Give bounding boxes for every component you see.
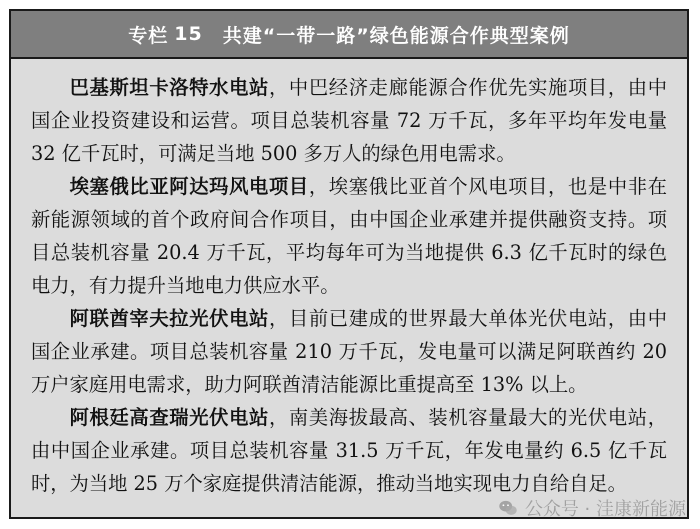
case-text: ，埃塞俄比亚首个风电项目，也是中非在新能源领域的首个政府间合作项目，由中国企业承建并提供融资支持。项目总装机容量 20.4 万千瓦，平均每年可为当地提供 6.3 亿千瓦时的绿色电力，有力提升当地电力供应水平。: [31, 175, 668, 297]
box-title: 共建“一带一路”绿色能源合作典型案例: [222, 24, 570, 47]
case-name: 巴基斯坦卡洛特水电站: [69, 76, 269, 99]
case-name: 阿联酋宰夫拉光伏电站: [69, 307, 269, 330]
feature-box: [9, 9, 689, 519]
wechat-icon: [497, 497, 519, 519]
box-label: 专栏: [128, 24, 169, 47]
case-text: ，目前已建成的世界最大单体光伏电站，由中国企业承建。项目总装机容量 210 万千瓦，发电量可以满足阿联酋约 20 万户家庭用电需求，助力阿联酋清洁能源比重提高至 13% 以上。: [31, 307, 668, 396]
case-name: 埃塞俄比亚阿达玛风电项目: [69, 175, 309, 198]
watermark: [497, 495, 686, 521]
case-text: ，南美海拔最高、装机容量最大的光伏电站，由中国企业承建。项目总装机容量 31.5 万千瓦，年发电量约 6.5 亿千瓦时，为当地 25 万个家庭提供清洁能源，推动当地实现电力自给自足。: [31, 406, 668, 495]
case-paragraph: [31, 401, 667, 500]
case-paragraph: [31, 170, 667, 302]
watermark-text: 公众号 · 洼康新能源: [524, 499, 686, 520]
box-number: 15: [174, 23, 203, 45]
box-content: [11, 59, 687, 500]
box-header: [11, 11, 687, 59]
case-paragraph: [31, 71, 667, 170]
case-paragraph: [31, 302, 667, 401]
case-text: ，中巴经济走廊能源合作优先实施项目，由中国企业投资建设和运营。项目总装机容量 72 万千瓦，多年平均年发电量 32 亿千瓦时，可满足当地 500 多万人的绿色用电需求。: [31, 76, 668, 165]
case-name: 阿根廷高查瑞光伏电站: [69, 406, 269, 429]
